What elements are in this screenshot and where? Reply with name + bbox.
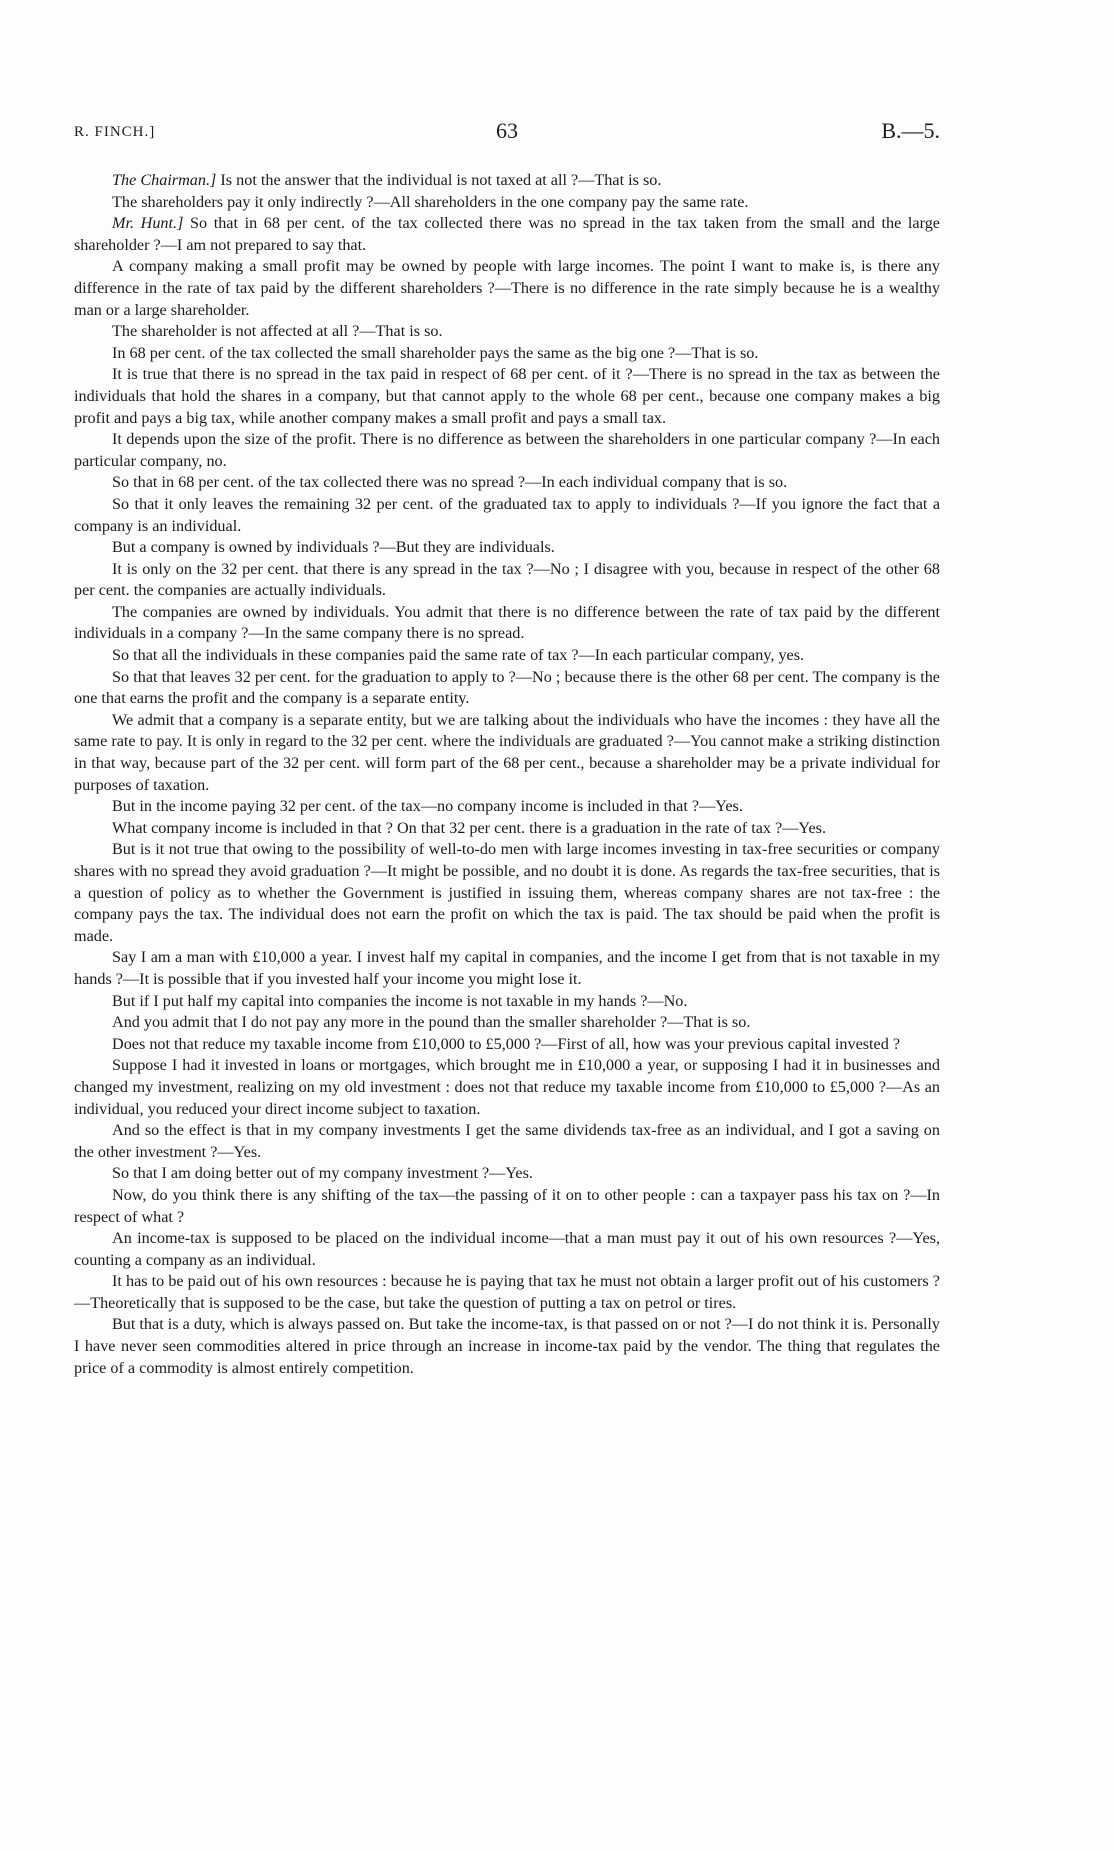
- paragraph-text: So that it only leaves the remaining 32 per cent. of the graduated tax to apply to individuals ?—If you ignore the fact that a company is an individual.: [74, 494, 940, 535]
- transcript-paragraph: [74, 321, 940, 343]
- paragraph-text: The shareholders pay it only indirectly ?—All shareholders in the one company pay the same rate.: [112, 192, 749, 211]
- transcript-paragraph: [74, 667, 940, 710]
- paragraph-text: Suppose I had it invested in loans or mortgages, which brought me in £10,000 a year, or supposing I had it in businesses and changed my investment, realizing on my old investment : does not that reduce my taxable income from £10,000 to £5,000 ?—As an individual, you reduced your direct income subject to taxation.: [74, 1056, 940, 1118]
- transcript-paragraph: [74, 1228, 940, 1271]
- transcript-paragraph: [74, 839, 940, 947]
- paragraph-text: Say I am a man with £10,000 a year. I invest half my capital in companies, and the income I get from that is not taxable in my hands ?—It is possible that if you invested half your income you might lose it.: [74, 948, 940, 988]
- transcript-paragraph: [74, 796, 940, 818]
- paragraph-text: It is true that there is no spread in the tax paid in respect of 68 per cent. of it ?—There is no spread in the tax as between the individuals that hold the shares in a company, but that cannot apply to the whole 68 per cent., because one company makes a big profit and pays a big tax, while another company makes a small profit and pays a small tax.: [74, 365, 940, 427]
- transcript-paragraph: [74, 494, 940, 537]
- page-number: 63: [496, 118, 518, 143]
- transcript-paragraph: [74, 559, 940, 602]
- paragraph-text: Is not the answer that the individual is not taxed at all ?—That is so.: [216, 171, 662, 189]
- transcript-paragraph: [74, 472, 940, 494]
- paragraph-text: Now, do you think there is any shifting of the tax—the passing of it on to other people : can a taxpayer pass his tax on ?—In respect of what ?: [74, 1185, 940, 1226]
- document-reference: B.—5.: [881, 118, 940, 143]
- transcript-paragraph: [74, 429, 940, 472]
- paragraph-text: In 68 per cent. of the tax collected the small shareholder pays the same as the big one ?—That is so.: [112, 343, 759, 362]
- paragraph-text: It depends upon the size of the profit. There is no difference as between the shareholders in one particular company ?—In each particular company, no.: [74, 430, 940, 470]
- transcript-paragraph: [74, 1055, 940, 1120]
- paragraph-text: So that that leaves 32 per cent. for the graduation to apply to ?—No ; because there is the other 68 per cent. The company is the one that earns the profit and the company is a separate entity.: [74, 667, 940, 708]
- page-header: [74, 118, 940, 148]
- transcript-body: [74, 170, 940, 1379]
- paragraph-text: An income-tax is supposed to be placed on the individual income—that a man must pay it out of his own resources ?—Yes, counting a company as an individual.: [74, 1229, 940, 1269]
- transcript-paragraph: [74, 818, 940, 840]
- paragraph-text: And so the effect is that in my company investments I get the same dividends tax-free as an individual, and I got a saving on the other investment ?—Yes.: [74, 1121, 940, 1161]
- paragraph-text: So that I am doing better out of my company investment ?—Yes.: [112, 1164, 533, 1183]
- paragraph-text: But that is a duty, which is always passed on. But take the income-tax, is that passed on or not ?—I do not think it is. Personally I have never seen commodities altered in price through an increase in income-tax paid by the vendor. The thing that regulates the price of a commodity is almost entirely competition.: [74, 1315, 940, 1377]
- transcript-paragraph: [74, 1314, 940, 1379]
- transcript-paragraph: [74, 947, 940, 990]
- paragraph-text: A company making a small profit may be owned by people with large incomes. The point I want to make is, is there any difference in the rate of tax paid by the different shareholders ?—There is no difference in the rate simply because he is a wealthy man or a large shareholder.: [74, 257, 940, 319]
- paragraph-text: It has to be paid out of his own resources : because he is paying that tax he must not obtain a larger profit out of his customers ?—Theoretically that is supposed to be the case, but take the question of putting a tax on petrol or tires.: [74, 1272, 940, 1312]
- paragraph-text: But if I put half my capital into companies the income is not taxable in my hands ?—No.: [112, 991, 688, 1010]
- paragraph-text: But is it not true that owing to the possibility of well-to-do men with large incomes investing in tax-free securities or company shares with no spread they avoid graduation ?—It might be possible, and no doubt it is done. As regards the tax-free securities, that is a question of policy as to whether the Government is justified in issuing them, whereas company shares are not tax-free : the company pays the tax. The individual does not earn the profit on which the tax is paid. The tax should be paid when the profit is made.: [74, 840, 940, 945]
- transcript-paragraph: [74, 537, 940, 559]
- paragraph-text: So that in 68 per cent. of the tax collected there was no spread in the tax taken from the small and the large shareholder ?—I am not prepared to say that.: [74, 214, 940, 254]
- paragraph-text: So that all the individuals in these companies paid the same rate of tax ?—In each particular company, yes.: [112, 646, 805, 665]
- paragraph-text: Does not that reduce my taxable income from £10,000 to £5,000 ?—First of all, how was your previous capital invested ?: [112, 1034, 901, 1053]
- paragraph-text: The shareholder is not affected at all ?—That is so.: [112, 322, 443, 341]
- witness-name: R. FINCH.]: [74, 124, 156, 140]
- paragraph-text: But in the income paying 32 per cent. of the tax—no company income is included in that ?—Yes.: [112, 797, 743, 816]
- speaker-label: Mr. Hunt.]: [112, 214, 184, 233]
- transcript-paragraph: [74, 1163, 940, 1185]
- transcript-paragraph: [74, 1034, 940, 1056]
- transcript-paragraph: [74, 170, 940, 192]
- speaker-label: The Chairman.]: [112, 171, 217, 189]
- paragraph-text: And you admit that I do not pay any more in the pound than the smaller shareholder ?—That is so.: [112, 1013, 751, 1032]
- paragraph-text: We admit that a company is a separate entity, but we are talking about the individuals who have the incomes : they have all the same rate to pay. It is only in regard to the 32 per cent. where the individuals are graduated ?—You cannot make a striking distinction in that way, because part of the 32 per cent. will form part of the 68 per cent., because a shareholder may be a private individual for purposes of taxation.: [74, 710, 940, 794]
- paragraph-text: But a company is owned by individuals ?—But they are individuals.: [112, 538, 555, 557]
- transcript-paragraph: [74, 1271, 940, 1314]
- transcript-paragraph: [74, 1120, 940, 1163]
- transcript-paragraph: [74, 602, 940, 645]
- transcript-paragraph: [74, 213, 940, 256]
- transcript-paragraph: [74, 1012, 940, 1034]
- paragraph-text: So that in 68 per cent. of the tax collected there was no spread ?—In each individual company that is so.: [112, 473, 788, 492]
- transcript-paragraph: [74, 1185, 940, 1228]
- transcript-paragraph: [74, 364, 940, 429]
- paragraph-text: The companies are owned by individuals. You admit that there is no difference between the rate of tax paid by the different individuals in a company ?—In the same company there is no spread.: [74, 602, 940, 643]
- transcript-paragraph: [74, 343, 940, 365]
- paragraph-text: What company income is included in that ? On that 32 per cent. there is a graduation in the rate of tax ?—Yes.: [112, 818, 826, 837]
- transcript-paragraph: [74, 645, 940, 667]
- transcript-paragraph: [74, 710, 940, 796]
- transcript-paragraph: [74, 192, 940, 214]
- transcript-paragraph: [74, 991, 940, 1013]
- paragraph-text: It is only on the 32 per cent. that there is any spread in the tax ?—No ; I disagree with you, because in respect of the other 68 per cent. the companies are actually individuals.: [74, 559, 940, 600]
- transcript-paragraph: [74, 256, 940, 321]
